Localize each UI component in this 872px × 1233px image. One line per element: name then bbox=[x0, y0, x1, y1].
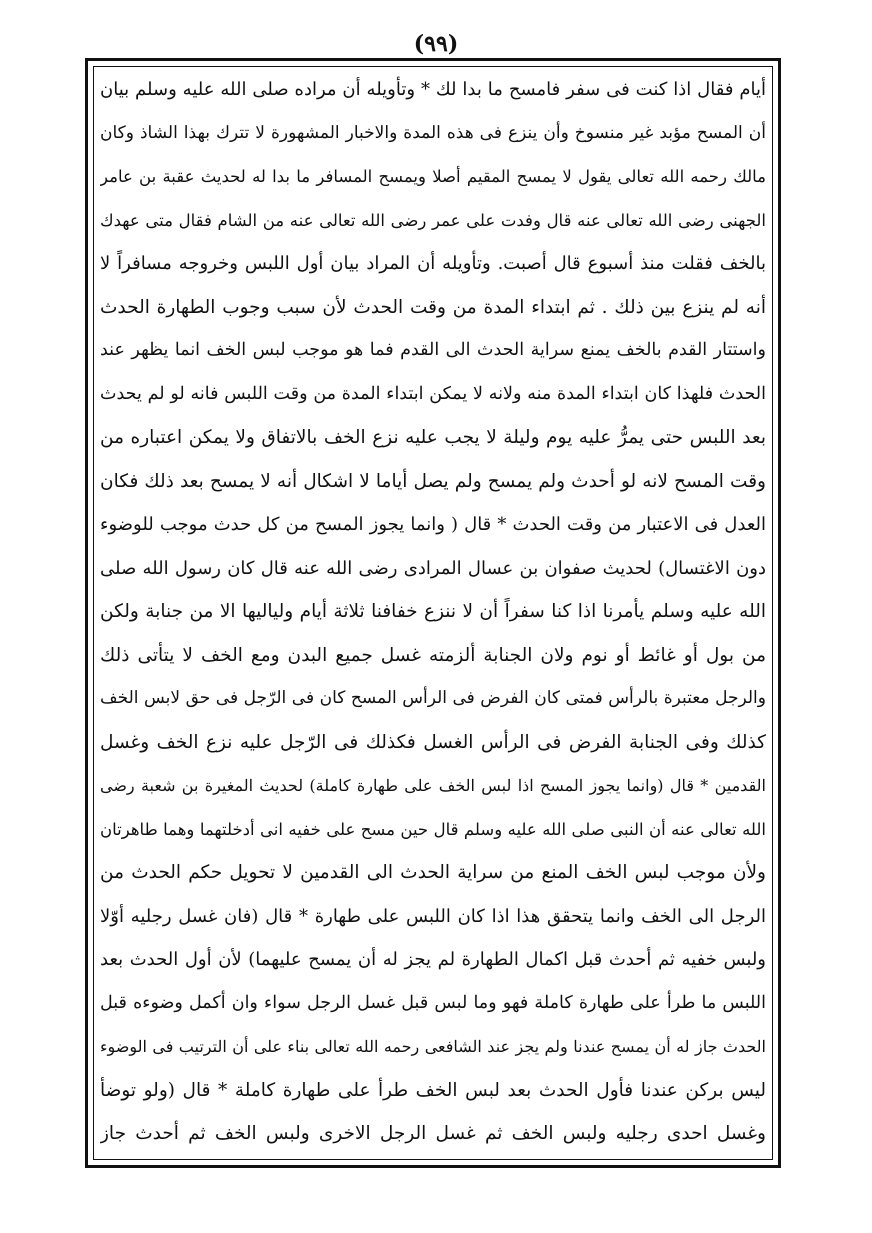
text-line: والرجل معتبرة بالرأس فمتى كان الفرض فى الرأس المسح كان فى الرّجل فى حق لابس الخف bbox=[100, 688, 766, 708]
text-line: بعد اللبس حتى يمرُّ عليه يوم وليلة لا يجب عليه نزع الخف بالاتفاق ولا يمكن اعتباره من bbox=[100, 427, 766, 448]
text-line: القدمين * قال (وانما يجوز المسح اذا لبس الخف على طهارة كاملة) لحديث المغيرة بن شعبة رضى bbox=[100, 776, 766, 795]
text-line: ليس بركن عندنا فأول الحدث بعد لبس الخف طرأ على طهارة كاملة * قال (ولو توضأ bbox=[100, 1079, 766, 1101]
text-line: ولبس خفيه ثم أحدث قبل اكمال الطهارة لم يجز له أن يمسح عليهما) لأن أول الحدث بعد bbox=[100, 949, 766, 970]
text-line: الله تعالى عنه أن النبى صلى الله عليه وسلم قال حين مسح على خفيه انى أدخلتهما وهما طاهرتان bbox=[100, 819, 766, 839]
text-line: الله عليه وسلم يأمرنا اذا كنا سفراً أن لا ننزع خفافنا ثلاثة أيام ولياليها الا من جنابة ولكن bbox=[100, 601, 766, 622]
text-line: بالخف فقلت منذ أسبوع قال أصبت. وتأويله أن المراد بيان أول اللبس وخروجه مسافراً لا bbox=[100, 253, 766, 274]
text-line: وقت المسح لانه لو أحدث ولم يمسح ولم يصل أياما لا اشكال أنه لا يمسح بعد ذلك فكان bbox=[100, 470, 766, 492]
page-number: (٩٩) bbox=[413, 31, 459, 57]
text-line: مالك رحمه الله تعالى يقول لا يمسح المقيم أصلا ويمسح المسافر ما بدا له لحديث عقبة بن عامر bbox=[100, 167, 766, 186]
text-line: واستتار القدم بالخف يمنع سراية الحدث الى القدم فما هو موجب لبس الخف انما يظهر عند bbox=[100, 340, 766, 360]
text-line: اللبس ما طرأ على طهارة كاملة فهو وما لبس قبل غسل الرجل سواء وان أكمل وضوءه قبل bbox=[100, 992, 766, 1013]
text-line: الجهنى رضى الله تعالى عنه قال وفدت على عمر رضى الله تعالى عنه من الشام فقال متى عهدك bbox=[100, 210, 766, 230]
text-line: من بول أو غائط أو نوم ولان الجنابة ألزمته غسل جميع البدن ومع الخف لا يتأتى ذلك bbox=[100, 644, 766, 666]
text-line: كذلك وفى الجنابة الفرض فى الرأس الغسل فكذلك فى الرّجل عليه نزع الخف وغسل bbox=[100, 731, 766, 753]
text-line: الرجل الى الخف وانما يتحقق هذا اذا كان اللبس على طهارة * قال (فان غسل رجليه أوّلا bbox=[100, 905, 766, 927]
text-line: أن المسح مؤبد غير منسوخ وأن ينزع فى هذه المدة والاخبار المشهورة لا تترك بهذا الشاذ وكان bbox=[100, 122, 766, 143]
text-line: أيام فقال اذا كنت فى سفر فامسح ما بدا لك * وتأويله أن مراده صلى الله عليه وسلم بيان bbox=[100, 79, 766, 100]
text-line: أنه لم ينزع بين ذلك . ثم ابتداء المدة من وقت الحدث لأن سبب وجوب الطهارة الحدث bbox=[100, 296, 766, 318]
text-line: دون الاغتسال) لحديث صفوان بن عسال المرادى رضى الله عنه قال كان رسول الله صلى bbox=[100, 557, 766, 579]
text-line: ولأن موجب لبس الخف المنع من سراية الحدث الى القدمين لا تحويل حكم الحدث من bbox=[100, 862, 766, 883]
text-line: العدل فى الاعتبار من وقت الحدث * قال ( وانما يجوز المسح من كل حدث موجب للوضوء bbox=[100, 514, 766, 535]
text-line: وغسل احدى رجليه ولبس الخف ثم غسل الرجل الاخرى ولبس الخف ثم أحدث جاز bbox=[100, 1123, 766, 1144]
text-line: الحدث جاز له أن يمسح عندنا ولم يجز عند الشافعى رحمه الله تعالى بناء على أن الترتيب فى الوضوء bbox=[100, 1037, 766, 1056]
body-text bbox=[100, 68, 766, 1156]
text-line: الحدث فلهذا كان ابتداء المدة منه ولانه لا يمكن ابتداء المدة من وقت اللبس فانه لو لم يحدث bbox=[100, 383, 766, 404]
